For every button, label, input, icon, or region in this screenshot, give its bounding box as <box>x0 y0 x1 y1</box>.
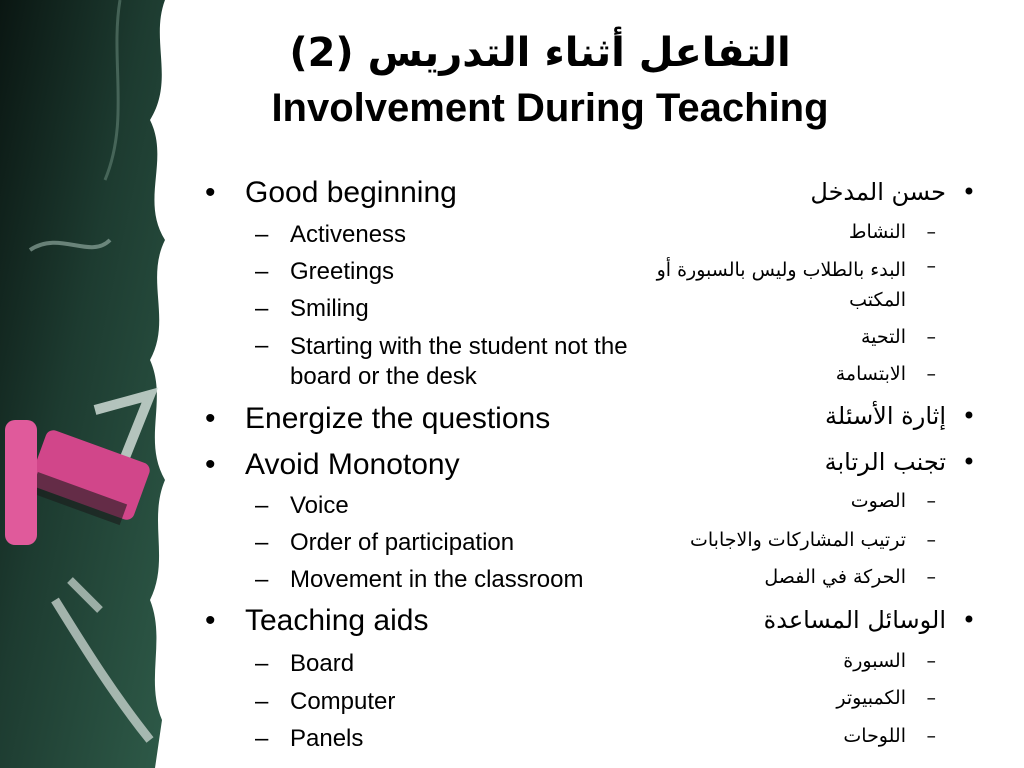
list-item-text: Activeness <box>290 221 407 248</box>
list-item-text: حسن المدخل <box>810 178 946 206</box>
list-item-text: السبورة <box>843 650 906 672</box>
list-item-text: Starting with the student not the board or the desk <box>290 333 628 390</box>
dash-marker: – <box>255 650 269 677</box>
bullet-marker: • <box>961 448 976 476</box>
list-item-text: Smiling <box>290 295 369 322</box>
list-item-text: الابتسامة <box>835 363 906 385</box>
bullet-marker: • <box>961 402 976 430</box>
list-item-text: Voice <box>290 492 349 519</box>
list-item-text: البدء بالطلاب وليس بالسبورة أو المكتب <box>656 259 906 311</box>
slide-title-arabic: (2) التفاعل أثناء التدريس <box>289 30 791 76</box>
dash-marker: – <box>926 363 936 385</box>
list-item-text: النشاط <box>848 221 906 243</box>
list-item-text: اللوحات <box>843 725 906 747</box>
bullet-marker: • <box>961 178 976 206</box>
dash-marker: – <box>926 650 936 672</box>
bullet-marker: • <box>205 176 216 209</box>
bullet-marker: • <box>205 402 216 435</box>
dash-marker: – <box>255 492 269 519</box>
list-item-text: Movement in the classroom <box>290 566 584 593</box>
list-item-text: الحركة في الفصل <box>764 566 906 588</box>
chalkboard-image <box>0 0 200 768</box>
bullet-marker: • <box>205 448 216 481</box>
dash-marker: – <box>926 255 936 277</box>
dash-marker: – <box>255 258 269 285</box>
dash-marker: – <box>255 529 269 556</box>
list-item-text: Teaching aids <box>245 604 429 637</box>
dash-marker: – <box>926 326 936 348</box>
list-item-text: Panels <box>290 725 364 752</box>
list-item-text: Computer <box>290 688 396 715</box>
dash-marker: – <box>255 725 269 752</box>
list-item-text: Avoid Monotony <box>245 448 460 481</box>
dash-marker: – <box>255 332 269 359</box>
list-item-text: التحية <box>861 326 906 348</box>
dash-marker: – <box>926 490 936 512</box>
dash-marker: – <box>255 295 269 322</box>
dash-marker: – <box>255 566 269 593</box>
bullet-marker: • <box>961 606 976 634</box>
dash-marker: – <box>926 221 936 243</box>
list-item-text: ترتيب المشاركات والاجابات <box>689 529 906 551</box>
list-item-text: Energize the questions <box>245 402 551 435</box>
slide-title-english: Involvement During Teaching <box>271 86 829 130</box>
dash-marker: – <box>926 529 936 551</box>
list-item-text: إثارة الأسئلة <box>825 402 946 430</box>
list-item-text: Greetings <box>290 258 395 285</box>
list-item-text: الوسائل المساعدة <box>763 606 946 634</box>
dash-marker: – <box>255 221 269 248</box>
list-item-text: Board <box>290 650 355 677</box>
dash-marker: – <box>926 687 936 709</box>
list-item-text: Order of participation <box>290 529 515 556</box>
dash-marker: – <box>926 725 936 747</box>
dash-marker: – <box>255 688 269 715</box>
bullet-marker: • <box>205 604 216 637</box>
dash-marker: – <box>926 566 936 588</box>
list-item-text: تجنب الرتابة <box>824 448 946 476</box>
list-item-text: الصوت <box>850 490 906 512</box>
list-item-text: الكمبيوتر <box>836 687 906 709</box>
list-item-text: Good beginning <box>245 176 457 209</box>
